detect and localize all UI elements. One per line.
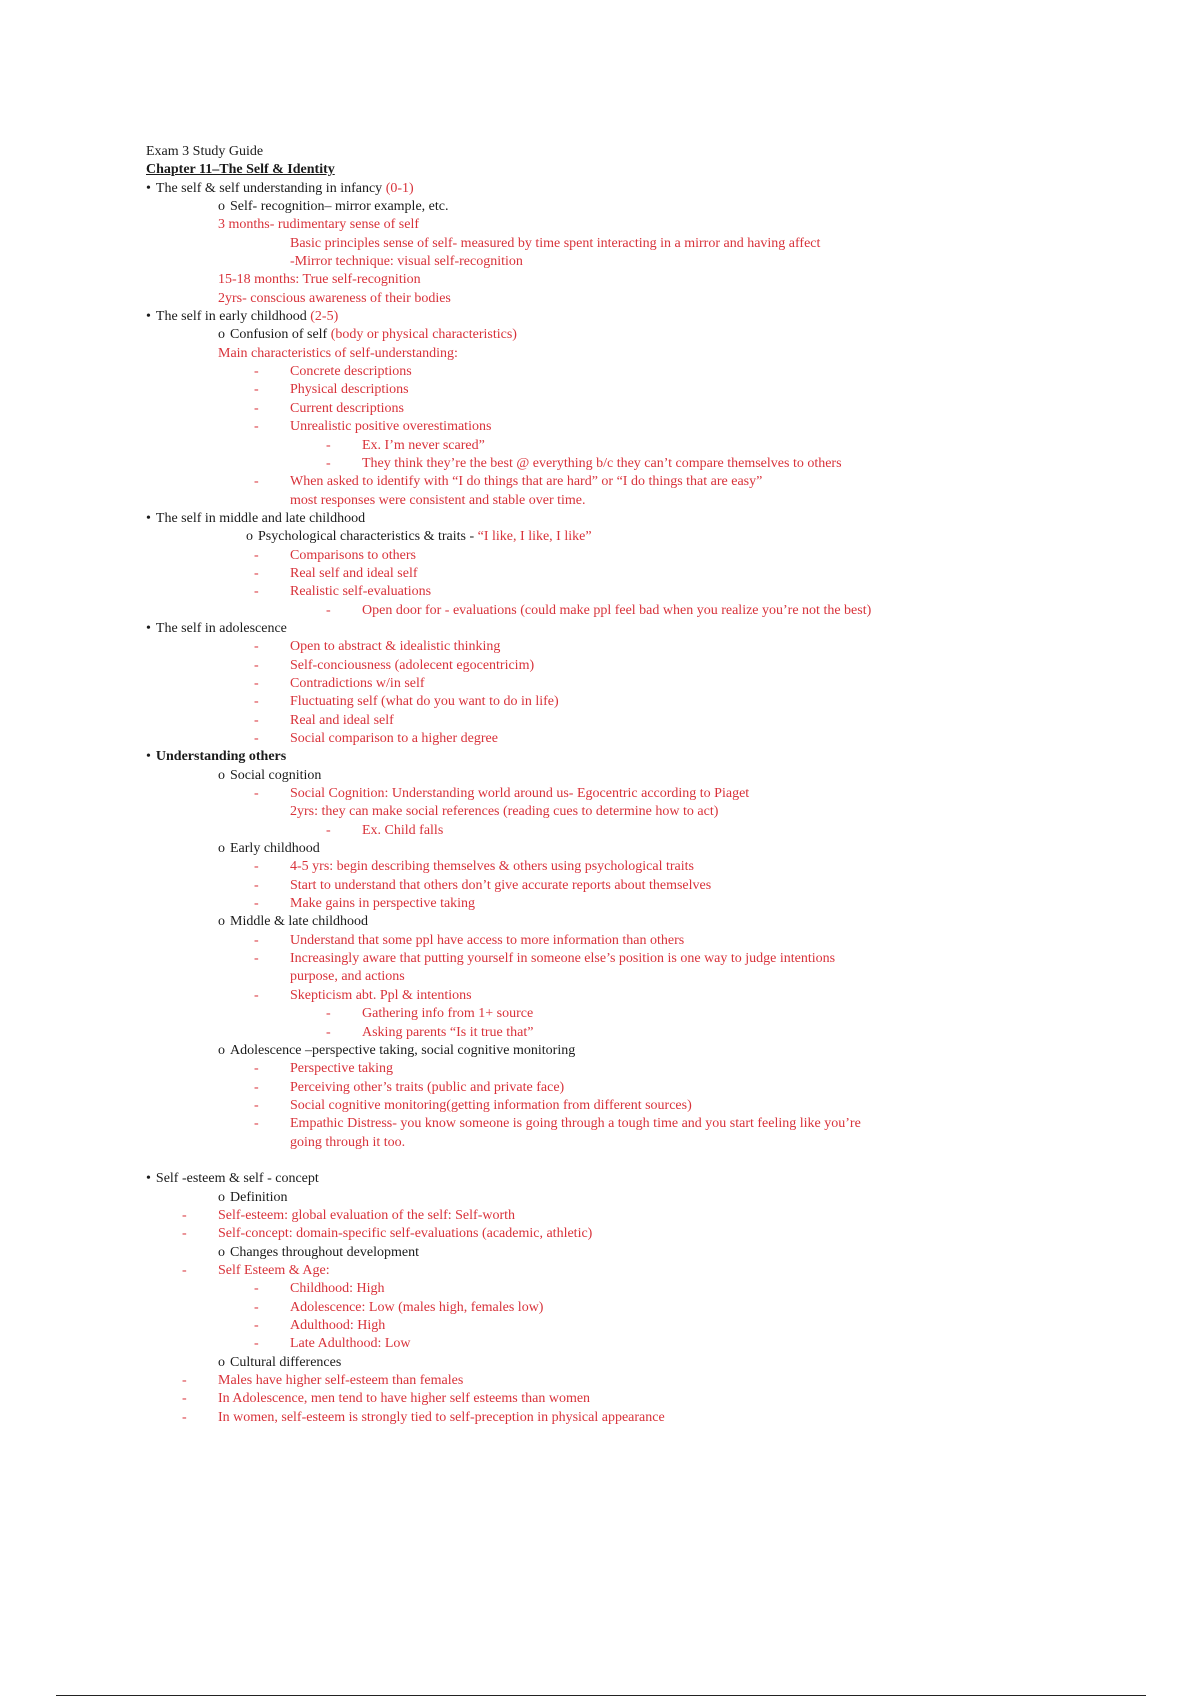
text-line xyxy=(146,510,1146,528)
text-line xyxy=(146,913,1146,931)
dash-bullet-icon: - xyxy=(254,731,259,746)
text-line xyxy=(146,1207,1146,1225)
annotation-text: 4-5 yrs: begin describing themselves & others using psychological traits xyxy=(290,859,694,875)
annotation-text: -Mirror technique: visual self-recognition xyxy=(290,254,523,270)
text-line xyxy=(146,1317,1146,1335)
annotation-text: (0-1) xyxy=(385,180,414,196)
annotation-text: Males have higher self-esteem than females xyxy=(218,1373,464,1389)
dash-bullet-icon: - xyxy=(254,1281,259,1297)
text-line xyxy=(146,730,1146,748)
dash-bullet-icon: - xyxy=(182,1373,187,1389)
sub-bullet-icon: o xyxy=(218,199,225,215)
annotation-text: Social cognitive monitoring(getting information from different sources) xyxy=(290,1097,692,1113)
text-line xyxy=(146,1005,1146,1023)
outline-text: Self -esteem & self - concept xyxy=(155,1171,319,1187)
text-line xyxy=(146,1225,1146,1243)
annotation-text: Late Adulthood: Low xyxy=(290,1336,411,1352)
annotation-text: Asking parents “Is it true that” xyxy=(362,1024,534,1040)
footer-divider xyxy=(56,1695,1146,1696)
sub-bullet-icon: o xyxy=(218,1244,225,1260)
dash-bullet-icon: - xyxy=(254,694,259,710)
sub-bullet-icon: o xyxy=(218,1042,225,1058)
annotation-text: Perceiving other’s traits (public and private face) xyxy=(290,1079,565,1095)
annotation-text: Self Esteem & Age: xyxy=(218,1262,330,1278)
text-line xyxy=(146,345,1146,363)
text-line xyxy=(146,216,1146,234)
annotation-text: Real self and ideal self xyxy=(290,565,418,581)
annotation-text: Unrealistic positive overestimations xyxy=(290,419,492,435)
dash-bullet-icon: - xyxy=(326,822,331,838)
text-line xyxy=(146,547,1146,565)
bullet-icon: • xyxy=(146,180,151,196)
text-line xyxy=(146,1115,1146,1133)
annotation-text: (2-5) xyxy=(310,309,339,325)
dash-bullet-icon: - xyxy=(254,639,259,655)
sub-bullet-icon: o xyxy=(218,327,225,343)
outline-text: Social cognition xyxy=(230,767,322,783)
text-line xyxy=(146,1189,1146,1207)
annotation-text: Skepticism abt. Ppl & intentions xyxy=(290,987,472,1003)
heading-text: Chapter 11–The Self & Identity xyxy=(146,162,335,178)
annotation-text: Physical descriptions xyxy=(290,382,409,398)
dash-bullet-icon: - xyxy=(254,547,259,563)
text-line xyxy=(146,1262,1146,1280)
text-line xyxy=(146,161,1146,179)
annotation-text: Increasingly aware that putting yourself in someone else’s position is one way to judge intentions xyxy=(290,951,836,967)
dash-bullet-icon: - xyxy=(326,602,331,618)
dash-bullet-icon: - xyxy=(182,1226,187,1242)
text-line xyxy=(146,492,1146,510)
text-line xyxy=(146,638,1146,656)
dash-bullet-icon: - xyxy=(254,364,259,380)
dash-bullet-icon: - xyxy=(254,1299,259,1315)
annotation-text: Comparisons to others xyxy=(290,547,416,563)
outline-text: The self in middle and late childhood xyxy=(155,510,366,526)
bullet-icon: • xyxy=(146,620,151,636)
dash-bullet-icon: - xyxy=(254,859,259,875)
annotation-text: Make gains in perspective taking xyxy=(290,896,476,912)
annotation-text: Adolescence: Low (males high, females low) xyxy=(290,1299,544,1315)
outline-text: Confusion of self xyxy=(230,327,331,343)
text-line xyxy=(146,253,1146,271)
text-line xyxy=(146,455,1146,473)
dash-bullet-icon: - xyxy=(254,1336,259,1352)
text-line xyxy=(146,950,1146,968)
dash-bullet-icon: - xyxy=(254,1097,259,1113)
annotation-text: (body or physical characteristics) xyxy=(330,327,517,343)
outline-text: Middle & late childhood xyxy=(230,914,369,930)
dash-bullet-icon: - xyxy=(254,987,259,1003)
dash-bullet-icon: - xyxy=(254,1318,259,1333)
dash-bullet-icon: - xyxy=(326,455,331,471)
outline-text: Self- recognition– mirror example, etc. xyxy=(230,199,449,215)
annotation-text: Current descriptions xyxy=(290,400,404,416)
text-line xyxy=(146,1134,1146,1152)
text-line xyxy=(146,1244,1146,1262)
annotation-text: Social Cognition: Understanding world around us- Egocentric according to Piaget xyxy=(290,786,750,802)
dash-bullet-icon: - xyxy=(254,1061,259,1077)
text-line xyxy=(146,1354,1146,1372)
bullet-icon: • xyxy=(146,309,151,325)
text-line xyxy=(146,271,1146,289)
text-line xyxy=(146,785,1146,803)
annotation-text: Real and ideal self xyxy=(290,712,394,728)
annotation-text: Self-concept: domain-specific self-evaluations (academic, athletic) xyxy=(218,1226,593,1242)
annotation-text: Ex. I’m never scared” xyxy=(362,437,485,453)
dash-bullet-icon: - xyxy=(254,877,259,893)
annotation-text: 2yrs: they can make social references (reading cues to determine how to act) xyxy=(290,804,719,820)
dash-bullet-icon: - xyxy=(182,1391,187,1407)
text-line xyxy=(146,602,1146,620)
text-line xyxy=(146,822,1146,840)
text-line xyxy=(146,1170,1146,1188)
dash-bullet-icon: - xyxy=(254,1116,259,1132)
text-line xyxy=(146,840,1146,858)
outline-text: Early childhood xyxy=(230,841,320,857)
dash-bullet-icon: - xyxy=(254,1079,259,1095)
annotation-text: Childhood: High xyxy=(290,1281,385,1297)
outline-text: Cultural differences xyxy=(230,1354,342,1370)
annotation-text: When asked to identify with “I do things that are hard” or “I do things that are easy” xyxy=(290,474,763,490)
text-line xyxy=(146,657,1146,675)
text-line xyxy=(146,877,1146,895)
text-line xyxy=(146,180,1146,198)
text-line xyxy=(146,1024,1146,1042)
text-line xyxy=(146,437,1146,455)
bullet-icon: • xyxy=(146,749,151,765)
annotation-text: Ex. Child falls xyxy=(362,822,444,838)
text-line xyxy=(146,932,1146,950)
annotation-text: 2yrs- conscious awareness of their bodies xyxy=(218,290,451,306)
text-line xyxy=(146,198,1146,216)
text-line xyxy=(146,1152,1146,1170)
text-line xyxy=(146,1280,1146,1298)
text-line xyxy=(146,803,1146,821)
bullet-icon: • xyxy=(146,1171,151,1187)
annotation-text: Self-esteem: global evaluation of the self: Self-worth xyxy=(218,1207,516,1223)
outline-text: The self in early childhood xyxy=(155,309,311,325)
annotation-text: Basic principles sense of self- measured by time spent interacting in a mirror and having affect xyxy=(290,235,821,251)
annotation-text: Social comparison to a higher degree xyxy=(290,731,498,746)
annotation-text: Contradictions w/in self xyxy=(290,675,425,691)
dash-bullet-icon: - xyxy=(254,584,259,600)
annotation-text: Gathering info from 1+ source xyxy=(362,1006,534,1022)
text-line xyxy=(146,308,1146,326)
annotation-text: Adulthood: High xyxy=(290,1318,386,1333)
dash-bullet-icon: - xyxy=(326,1024,331,1040)
text-line xyxy=(146,968,1146,986)
text-line xyxy=(146,418,1146,436)
dash-bullet-icon: - xyxy=(326,1006,331,1022)
annotation-text: Concrete descriptions xyxy=(290,364,412,380)
sub-bullet-icon: o xyxy=(218,914,225,930)
text-line xyxy=(146,748,1146,766)
text-line xyxy=(146,767,1146,785)
annotation-text: 15-18 months: True self-recognition xyxy=(218,272,421,288)
dash-bullet-icon: - xyxy=(254,712,259,728)
annotation-text: “I like, I like, I like” xyxy=(477,529,592,545)
text-line xyxy=(146,326,1146,344)
text-line xyxy=(146,1060,1146,1078)
annotation-text: Main characteristics of self-understanding: xyxy=(218,345,458,361)
dash-bullet-icon: - xyxy=(254,474,259,490)
dash-bullet-icon: - xyxy=(254,565,259,581)
outline-text: The self & self understanding in infancy xyxy=(155,180,386,196)
dash-bullet-icon: - xyxy=(182,1409,187,1425)
text-line xyxy=(146,1042,1146,1060)
text-line xyxy=(146,400,1146,418)
dash-bullet-icon: - xyxy=(254,951,259,967)
text-line xyxy=(146,1390,1146,1408)
text-line xyxy=(146,473,1146,491)
study-guide-content xyxy=(146,143,1146,1427)
text-line xyxy=(146,143,1146,161)
annotation-text: Start to understand that others don’t give accurate reports about themselves xyxy=(290,877,712,893)
text-line xyxy=(146,620,1146,638)
annotation-text: Perspective taking xyxy=(290,1061,394,1077)
outline-text: Exam 3 Study Guide xyxy=(146,144,264,159)
annotation-text: In women, self-esteem is strongly tied to self-preception in physical appearance xyxy=(218,1409,665,1425)
sub-bullet-icon: o xyxy=(218,1189,225,1205)
text-line xyxy=(146,1372,1146,1390)
bullet-icon: • xyxy=(146,510,151,526)
dash-bullet-icon: - xyxy=(254,896,259,912)
annotation-text: most responses were consistent and stable over time. xyxy=(290,492,586,508)
dash-bullet-icon: - xyxy=(254,400,259,416)
sub-bullet-icon: o xyxy=(246,529,253,545)
outline-text: The self in adolescence xyxy=(155,620,287,636)
text-line xyxy=(146,895,1146,913)
text-line xyxy=(146,1079,1146,1097)
text-line xyxy=(146,693,1146,711)
dash-bullet-icon: - xyxy=(326,437,331,453)
annotation-text: They think they’re the best @ everything b/c they can’t compare themselves to others xyxy=(362,455,842,471)
annotation-text: Self-conciousness (adolecent egocentricim) xyxy=(290,657,535,673)
annotation-text: 3 months- rudimentary sense of self xyxy=(218,217,420,233)
text-line xyxy=(146,1097,1146,1115)
text-line xyxy=(146,565,1146,583)
annotation-text: Open to abstract & idealistic thinking xyxy=(290,639,501,655)
annotation-text: purpose, and actions xyxy=(290,969,405,985)
annotation-text: In Adolescence, men tend to have higher self esteems than women xyxy=(218,1391,591,1407)
outline-text: Definition xyxy=(230,1189,288,1205)
dash-bullet-icon: - xyxy=(254,382,259,398)
annotation-text: Realistic self-evaluations xyxy=(290,584,432,600)
text-line xyxy=(146,583,1146,601)
dash-bullet-icon: - xyxy=(254,932,259,948)
text-line xyxy=(146,712,1146,730)
text-line xyxy=(146,1335,1146,1353)
text-line xyxy=(146,235,1146,253)
dash-bullet-icon: - xyxy=(182,1262,187,1278)
text-line xyxy=(146,858,1146,876)
sub-bullet-icon: o xyxy=(218,841,225,857)
sub-bullet-icon: o xyxy=(218,1354,225,1370)
dash-bullet-icon: - xyxy=(254,786,259,802)
annotation-text: Open door for - evaluations (could make ppl feel bad when you realize you’re not the best) xyxy=(362,602,872,618)
outline-text: Changes throughout development xyxy=(230,1244,419,1260)
text-line xyxy=(146,528,1146,546)
annotation-text: Fluctuating self (what do you want to do in life) xyxy=(290,694,559,710)
text-line xyxy=(146,381,1146,399)
text-line xyxy=(146,363,1146,381)
text-line xyxy=(146,1299,1146,1317)
text-line xyxy=(146,675,1146,693)
annotation-text: going through it too. xyxy=(290,1134,406,1150)
outline-text: Adolescence –perspective taking, social cognitive monitoring xyxy=(230,1042,576,1058)
text-line xyxy=(146,290,1146,308)
text-line xyxy=(146,987,1146,1005)
annotation-text: Understand that some ppl have access to more information than others xyxy=(290,932,685,948)
dash-bullet-icon: - xyxy=(182,1207,187,1223)
heading-text: Understanding others xyxy=(155,749,287,765)
dash-bullet-icon: - xyxy=(254,419,259,435)
dash-bullet-icon: - xyxy=(254,675,259,691)
outline-text: Psychological characteristics & traits - xyxy=(258,529,478,545)
text-line xyxy=(146,1409,1146,1427)
sub-bullet-icon: o xyxy=(218,767,225,783)
dash-bullet-icon: - xyxy=(254,657,259,673)
annotation-text: Empathic Distress- you know someone is going through a tough time and you start feeling like you’re xyxy=(290,1116,861,1132)
